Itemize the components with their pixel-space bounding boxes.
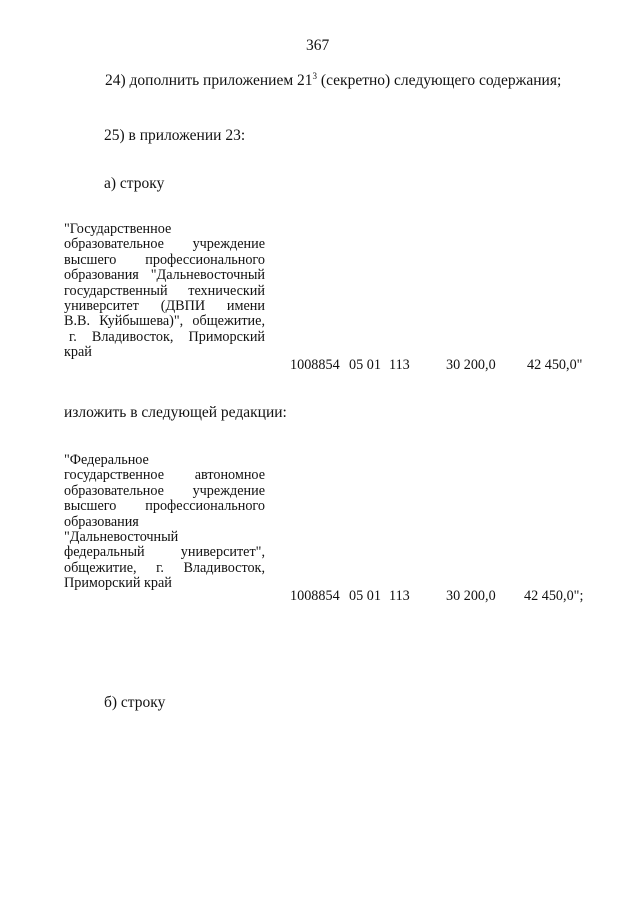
- old-row-value-2: 42 450,0": [527, 357, 583, 373]
- old-row-value-1: 30 200,0: [446, 357, 496, 373]
- new-row-line: образовательное учреждение: [64, 482, 265, 499]
- page-number: 367: [306, 37, 330, 54]
- item-24-text: 24) дополнить приложением 21: [105, 72, 313, 89]
- old-row-line: образования "Дальневосточный: [64, 267, 265, 284]
- new-row-code: 1008854: [290, 588, 340, 604]
- new-row-line: Приморский край: [64, 575, 172, 592]
- new-row-line: "Дальневосточный: [64, 528, 179, 545]
- old-row-line: В.В. Куйбышева)", общежитие,: [64, 313, 265, 330]
- new-row-description: [64, 453, 265, 592]
- old-row-line: "Государственное: [64, 221, 172, 237]
- old-row-subsection: 113: [389, 357, 410, 373]
- item-24-text-end: (секретно) следующего содержания;: [317, 72, 562, 89]
- new-row-value-1: 30 200,0: [446, 588, 496, 604]
- old-row-description: [64, 222, 265, 361]
- item-24: [105, 73, 561, 89]
- old-row-line: образовательное учреждение: [64, 236, 265, 253]
- new-row-line: образования: [64, 513, 139, 530]
- new-row-line: высшего профессионального: [64, 498, 265, 515]
- new-row-subsection: 113: [389, 588, 410, 604]
- new-row-line: федеральный университет",: [64, 544, 265, 561]
- item-24-superscript: 3: [312, 71, 318, 81]
- new-row-value-2: 42 450,0";: [524, 588, 584, 604]
- new-row-line: "Федеральное: [64, 452, 149, 468]
- old-row-section: 05 01: [349, 357, 381, 373]
- new-row-line: государственное автономное: [64, 467, 265, 484]
- subitem-a: а) строку: [104, 175, 165, 192]
- old-row-code: 1008854: [290, 357, 340, 373]
- new-row-section: 05 01: [349, 588, 381, 604]
- replace-instruction: изложить в следующей редакции:: [64, 404, 287, 421]
- old-row-line: высшего профессионального: [64, 251, 265, 268]
- old-row-line: университет (ДВПИ имени: [64, 297, 265, 314]
- old-row-line: край: [64, 344, 92, 361]
- old-row-line: г. Владивосток, Приморский: [69, 328, 265, 345]
- old-row-line: государственный технический: [64, 282, 265, 299]
- new-row-line: общежитие, г. Владивосток,: [64, 559, 265, 576]
- item-25: 25) в приложении 23:: [104, 127, 246, 144]
- subitem-b: б) строку: [104, 694, 166, 711]
